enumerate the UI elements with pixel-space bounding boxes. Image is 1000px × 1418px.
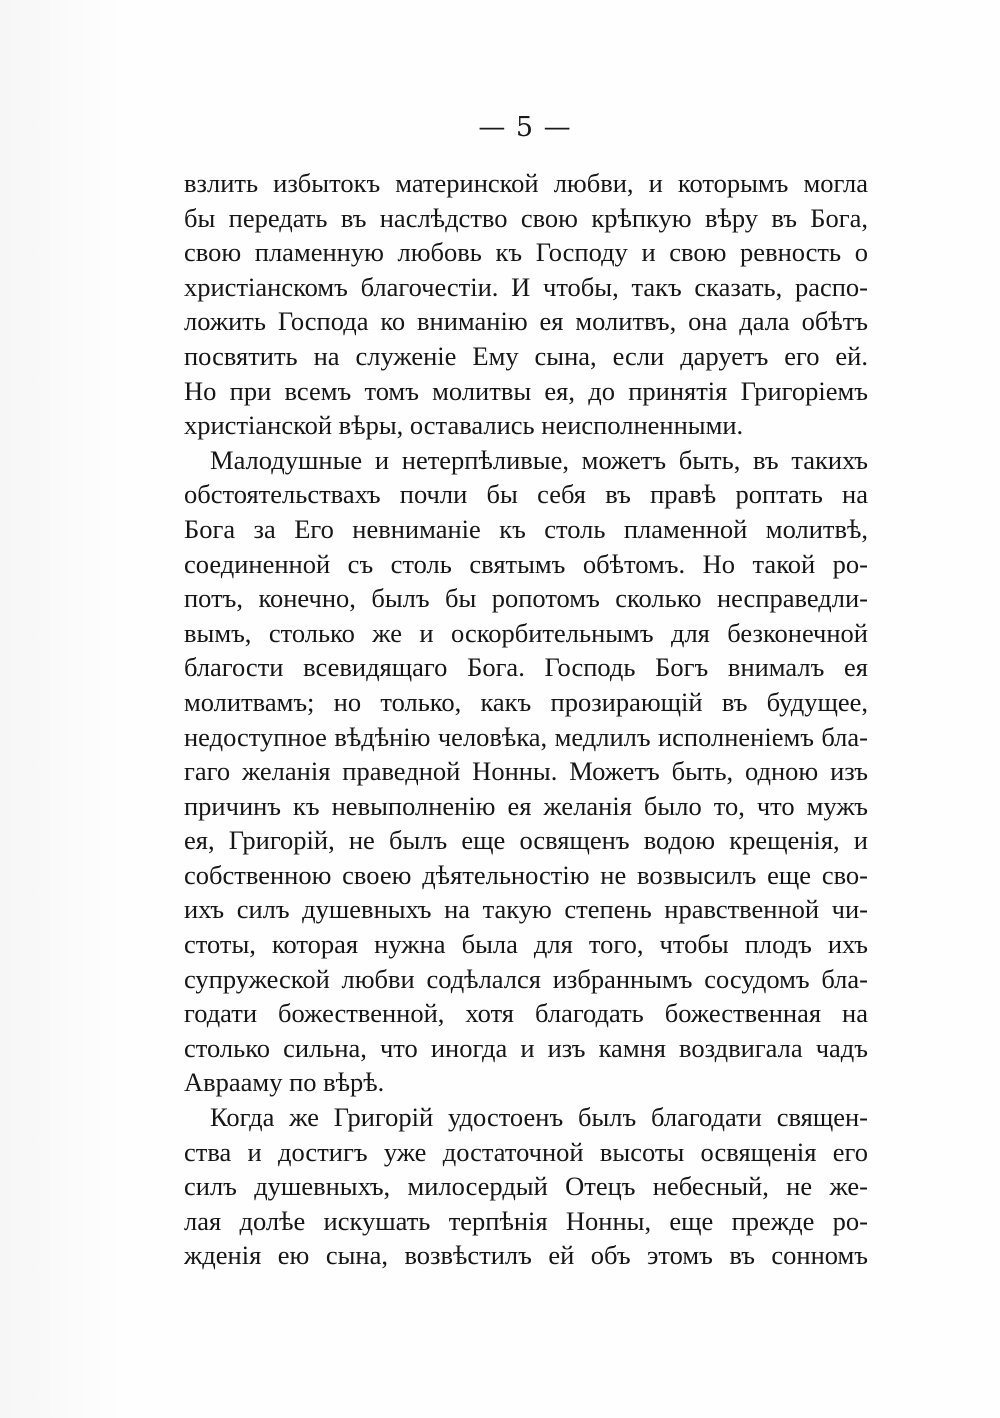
page-edge-shadow	[0, 0, 125, 1418]
text-line: обстоятельствахъ почли бы себя въ правѣ роптать на	[184, 479, 868, 510]
text-line: ложить Господа ко вниманію ея молитвъ, она дала обѣтъ	[184, 306, 868, 337]
text-line: Но при всемъ томъ молитвы ея, до принятія Григоріемъ	[184, 375, 868, 406]
text-line: ихъ силъ душевныхъ на такую степень нравственной чи-	[184, 894, 868, 925]
text-line: благости всевидящаго Бога. Господь Богъ внималъ ея	[184, 652, 868, 683]
text-line: ства и достигъ уже достаточной высоты освященія его	[184, 1136, 868, 1167]
text-line: столько сильна, что иногда и изъ камня воздвигала чадъ	[184, 1032, 868, 1063]
text-line: Бога за Его невниманіе къ столь пламенной молитвѣ,	[184, 513, 868, 544]
paragraph-1	[184, 166, 868, 443]
paragraph-2	[184, 443, 868, 1100]
text-line: силъ душевныхъ, милосердый Отецъ небесный, не же-	[184, 1171, 868, 1202]
text-line: Малодушные и нетерпѣливые, можетъ быть, въ такихъ	[210, 444, 868, 475]
text-line: Аврааму по вѣрѣ.	[184, 1067, 385, 1098]
text-line: жденія ею сына, возвѣстилъ ей объ этомъ въ сонномъ	[184, 1240, 868, 1271]
page-number: — 5 —	[478, 112, 572, 143]
text-line: посвятить на служеніе Ему сына, если даруетъ его ей.	[184, 340, 868, 371]
text-line: собственною своею дѣятельностію не возвысилъ еще сво-	[184, 859, 868, 890]
text-line: свою пламенную любовь къ Господу и свою ревность о	[184, 237, 868, 268]
text-line: вымъ, столько же и оскорбительнымъ для безконечной	[184, 617, 868, 648]
text-line: лая долѣе искушать терпѣнія Нонны, еще прежде ро-	[184, 1205, 868, 1236]
text-line: христіанскомъ благочестіи. И чтобы, такъ сказать, распо-	[184, 271, 868, 302]
text-line: Когда же Григорій удостоенъ былъ благодати священ-	[210, 1102, 868, 1133]
text-line: недоступное вѣдѣнію человѣка, медлилъ исполненіемъ бла-	[184, 721, 868, 752]
text-line: взлить избытокъ материнской любви, и которымъ могла	[184, 168, 868, 198]
text-line: бы передать въ наслѣдство свою крѣпкую вѣру въ Бога,	[184, 202, 868, 233]
text-line: гаго желанія праведной Нонны. Можетъ быть, одною изъ	[184, 756, 868, 787]
text-line: потъ, конечно, былъ бы ропотомъ сколько несправедли-	[184, 583, 868, 614]
text-line: стоты, которая нужна была для того, чтобы плодъ ихъ	[184, 929, 868, 960]
page-body-text	[184, 166, 868, 1273]
text-line: соединенной съ столь святымъ обѣтомъ. Но такой ро-	[184, 548, 868, 579]
text-line: христіанской вѣры, оставались неисполненными.	[184, 410, 744, 441]
text-line: годати божественной, хотя благодать божественная на	[184, 998, 868, 1029]
text-line: молитвамъ; но только, какъ прозирающій въ будущее,	[184, 686, 868, 717]
paragraph-3	[184, 1100, 868, 1273]
text-line: ея, Григорій, не былъ еще освященъ водою крещенія, и	[184, 825, 868, 856]
text-line: причинъ къ невыполненію ея желанія было то, что мужъ	[184, 790, 868, 821]
text-line: супружеской любви содѣлался избраннымъ сосудомъ бла-	[184, 963, 868, 994]
